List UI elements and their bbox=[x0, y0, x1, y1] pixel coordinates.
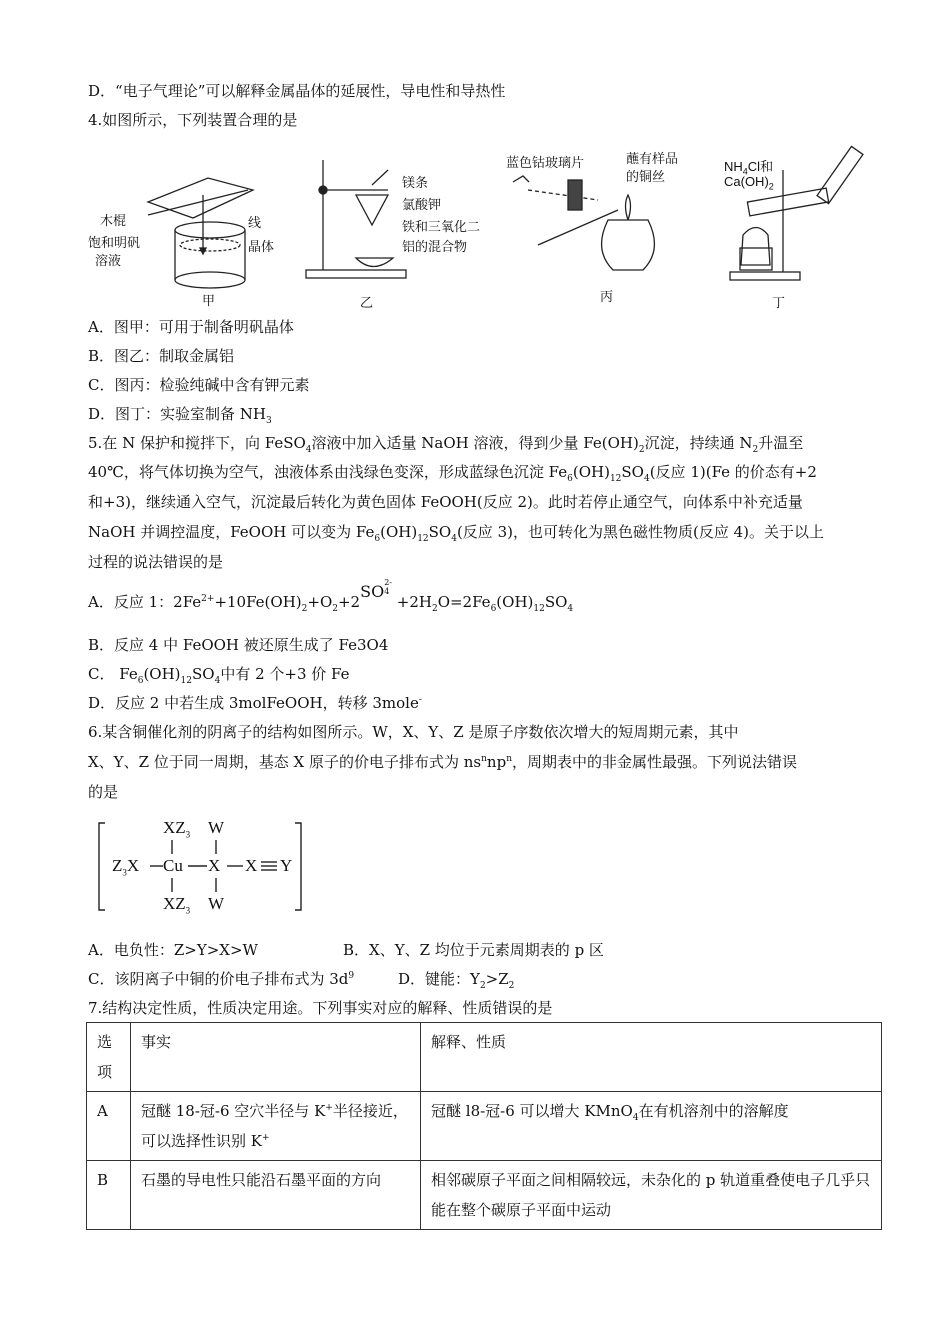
yi-caption: 乙 bbox=[360, 296, 374, 311]
q6-option-d: D．键能：$Y_2>Z_2$ bbox=[398, 970, 515, 991]
q5-line2: 40℃，将气体切换为空气，浊液体系由浅绿色变深，形成蓝绿色沉淀 $Fe_6(OH)_{12}SO_4$(反应 1)(Fe 的价态有+2 bbox=[88, 463, 817, 484]
q5-option-b: B．反应 4 中 FeOOH 被还原生成了 Fe3O4 bbox=[88, 636, 389, 654]
q5-line5: 过程的说法错误的是 bbox=[88, 553, 224, 571]
ding-label-reagents2: $Ca(OH)_2$ bbox=[724, 174, 774, 192]
q6-option-a: A．电负性：Z>Y>X>W bbox=[88, 941, 258, 959]
struct-cu: Cu bbox=[163, 856, 183, 875]
row-a-option: A bbox=[87, 1092, 131, 1161]
jia-caption: 甲 bbox=[202, 294, 216, 309]
bing-label-sample2: 的铜丝 bbox=[626, 170, 666, 185]
q5-line3: 和+3)，继续通入空气，沉淀最后转化为黄色固体 FeOOH(反应 2)。此时若停止通空气，向体系中补充适量 bbox=[88, 493, 803, 511]
q6-line1: 6.某含铜催化剂的阴离子的结构如图所示。W，X、Y、Z 是原子序数依次增大的短周期元素，其中 bbox=[88, 723, 739, 741]
jia-label-thread: 线 bbox=[248, 216, 262, 231]
table-header-row bbox=[87, 1023, 882, 1092]
struct-top-right: W bbox=[208, 818, 225, 837]
struct-left-group: $Z_3X$ bbox=[112, 856, 140, 878]
bing-label-sample1: 蘸有样品 bbox=[626, 152, 679, 167]
jia-label-stick: 木棍 bbox=[100, 214, 127, 229]
struct-bottom-left: $XZ_3$ bbox=[163, 894, 191, 916]
row-a-fact: 冠醚 18-冠-6 空穴半径与 K+半径接近，可以选择性识别 K+ bbox=[131, 1092, 421, 1161]
q5-line1: 5.在 N 保护和搅拌下，向 FeSO$_4$溶液中加入适量 NaOH 溶液，得到少量 $Fe(OH)_2$沉淀，持续通 $N_2$升温至 bbox=[88, 434, 804, 455]
yi-label-mix1: 铁和三氧化二 bbox=[402, 220, 481, 235]
q7-table bbox=[86, 1022, 882, 1230]
q5-line4: NaOH 并调控温度，FeOOH 可以变为 $Fe_6(OH)_{12}SO_4$(反应 3)，也可转化为黑色磁性物质(反应 4)。关于以上 bbox=[88, 523, 824, 544]
header-explanation: 解释、性质 bbox=[421, 1023, 882, 1092]
q4-option-a: A．图甲：可用于制备明矾晶体 bbox=[88, 318, 294, 336]
q3-option-d: D．“电子气理论”可以解释金属晶体的延展性，导电性和导热性 bbox=[88, 82, 506, 100]
bing-flame-drawing bbox=[513, 176, 654, 270]
q4-option-b: B．图乙：制取金属铝 bbox=[88, 347, 235, 365]
ding-caption: 丁 bbox=[772, 296, 786, 311]
q7-stem: 7.结构决定性质，性质决定用途。下列事实对应的解释、性质错误的是 bbox=[88, 999, 553, 1017]
ding-label-reagents1: $NH_4Cl$和 bbox=[724, 159, 774, 177]
q4-stem: 4.如图所示，下列装置合理的是 bbox=[88, 111, 298, 129]
row-a-explanation: 冠醚 l8-冠-6 可以增大 KMnO$_4$在有机溶剂中的溶解度 bbox=[421, 1092, 882, 1161]
jia-label-crystal: 晶体 bbox=[248, 240, 275, 255]
header-fact: 事实 bbox=[131, 1023, 421, 1092]
row-b-fact: 石墨的导电性只能沿石墨平面的方向 bbox=[131, 1161, 421, 1230]
header-option: 选项 bbox=[87, 1023, 131, 1092]
struct-x2: X bbox=[245, 856, 258, 875]
q6-option-b: B．X、Y、Z 均位于元素周期表的 p 区 bbox=[343, 941, 604, 959]
yi-label-mix2: 铝的混合物 bbox=[402, 240, 468, 255]
q6-line3: 的是 bbox=[88, 783, 119, 801]
q5-option-c: C． $Fe_6(OH)_{12}SO_4$中有 2 个+3 价 Fe bbox=[88, 665, 350, 686]
table-row bbox=[87, 1161, 882, 1230]
struct-bottom-right: W bbox=[208, 894, 225, 913]
table-row bbox=[87, 1092, 882, 1161]
row-b-explanation: 相邻碳原子平面之间相隔较远，未杂化的 p 轨道重叠使电子几乎只能在整个碳原子平面中运动 bbox=[421, 1161, 882, 1230]
jia-label-solution1: 饱和明矾 bbox=[88, 236, 141, 251]
q6-line2: X、Y、Z 位于同一周期，基态 X 原子的价电子排布式为 $ns^nnp^n$，周期表中的非金属性最强。下列说法错误 bbox=[88, 753, 797, 771]
bing-label-glass: 蓝色钴玻璃片 bbox=[506, 156, 585, 171]
struct-top-left: $XZ_3$ bbox=[163, 818, 191, 840]
yi-label-mg: 镁条 bbox=[402, 176, 429, 191]
q5-option-a: A．反应 1：$2Fe^{2+}+10Fe(OH)_2+O_2+2SO$ 2- 4 $+2H_2O=2Fe_6(OH)_{12}SO_4$ bbox=[88, 578, 574, 614]
bing-caption: 丙 bbox=[600, 290, 614, 305]
struct-x: X bbox=[208, 856, 221, 875]
jia-beaker-drawing bbox=[148, 178, 253, 288]
q5-option-d: D．反应 2 中若生成 3molFeOOH，转移 3mole- bbox=[88, 694, 422, 712]
q4-option-c: C．图丙：检验纯碱中含有钾元素 bbox=[88, 376, 310, 394]
jia-label-solution2: 溶液 bbox=[95, 254, 122, 269]
struct-y: Y bbox=[280, 856, 293, 875]
q4-option-d: D．图丁：实验室制备 $NH_3$ bbox=[88, 405, 272, 426]
row-b-option: B bbox=[87, 1161, 131, 1230]
yi-label-kclo3: 氯酸钾 bbox=[402, 198, 442, 213]
yi-stand-drawing bbox=[306, 160, 406, 278]
q6-option-c: C．该阴离子中铜的价电子排布式为 $3d^9$ bbox=[88, 970, 355, 988]
